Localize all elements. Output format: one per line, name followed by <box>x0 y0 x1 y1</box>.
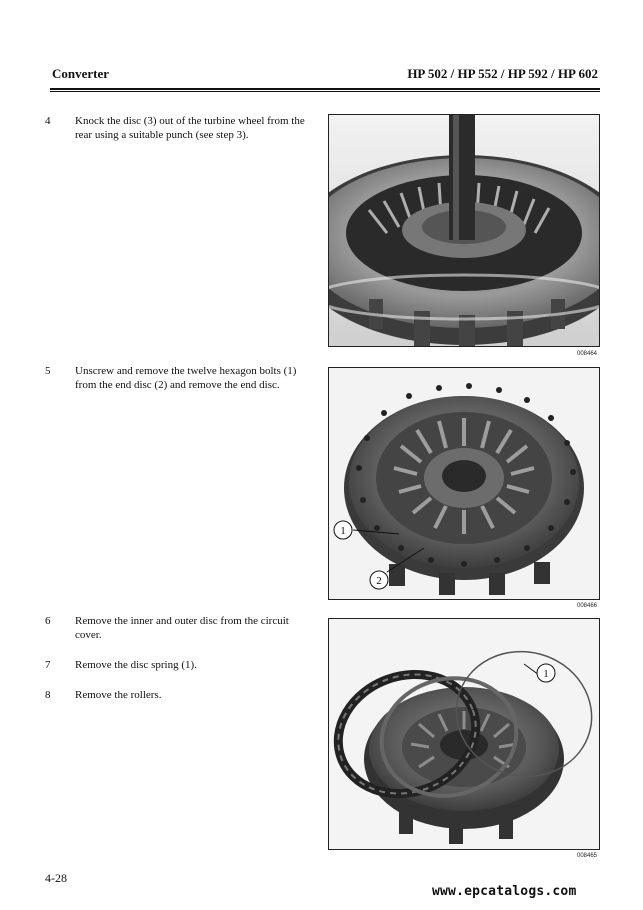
step-text: Unscrew and remove the twelve hexagon bolts (1) from the end disc (2) and remove the end disc. <box>75 365 297 391</box>
figure-id: 008464 <box>577 351 598 357</box>
step-number: 8 <box>45 689 51 701</box>
step-text: Remove the inner and outer disc from the circuit cover. <box>75 615 289 641</box>
watermark-text: www.epcatalogs.com <box>432 884 577 899</box>
step-8 <box>45 688 315 704</box>
turbine-wheel-illustration <box>329 115 599 346</box>
step-7 <box>45 658 315 674</box>
step-4 <box>45 114 315 146</box>
figure-id: 008466 <box>577 603 598 609</box>
page-header <box>50 64 600 86</box>
step-number: 4 <box>45 115 51 127</box>
header-rule-thin <box>50 91 600 92</box>
step-6 <box>45 614 315 646</box>
figure-turbine-wheel-photo <box>328 114 600 347</box>
step-number: 5 <box>45 365 51 377</box>
page-number: 4-28 <box>45 871 67 885</box>
step-text: Remove the disc spring (1). <box>75 659 197 671</box>
figure-disc-spring-photo <box>328 618 600 850</box>
section-title: Converter <box>52 66 110 81</box>
step-5 <box>45 364 315 396</box>
disc-spring-illustration <box>329 619 599 849</box>
step-text: Knock the disc (3) out of the turbine wheel from the rear using a suitable punch (see step 3). <box>75 115 305 141</box>
callout-2: 2 <box>376 575 382 587</box>
figure-end-disc-photo <box>328 367 600 600</box>
callout-1: 1 <box>340 525 346 537</box>
model-list: HP 502 / HP 552 / HP 592 / HP 602 <box>407 66 598 81</box>
step-number: 7 <box>45 659 51 671</box>
callout-1: 1 <box>543 668 549 680</box>
figure-id: 008465 <box>577 853 598 859</box>
step-number: 6 <box>45 615 51 627</box>
step-text: Remove the rollers. <box>75 689 162 701</box>
header-rule <box>50 88 600 90</box>
end-disc-illustration <box>329 368 599 599</box>
